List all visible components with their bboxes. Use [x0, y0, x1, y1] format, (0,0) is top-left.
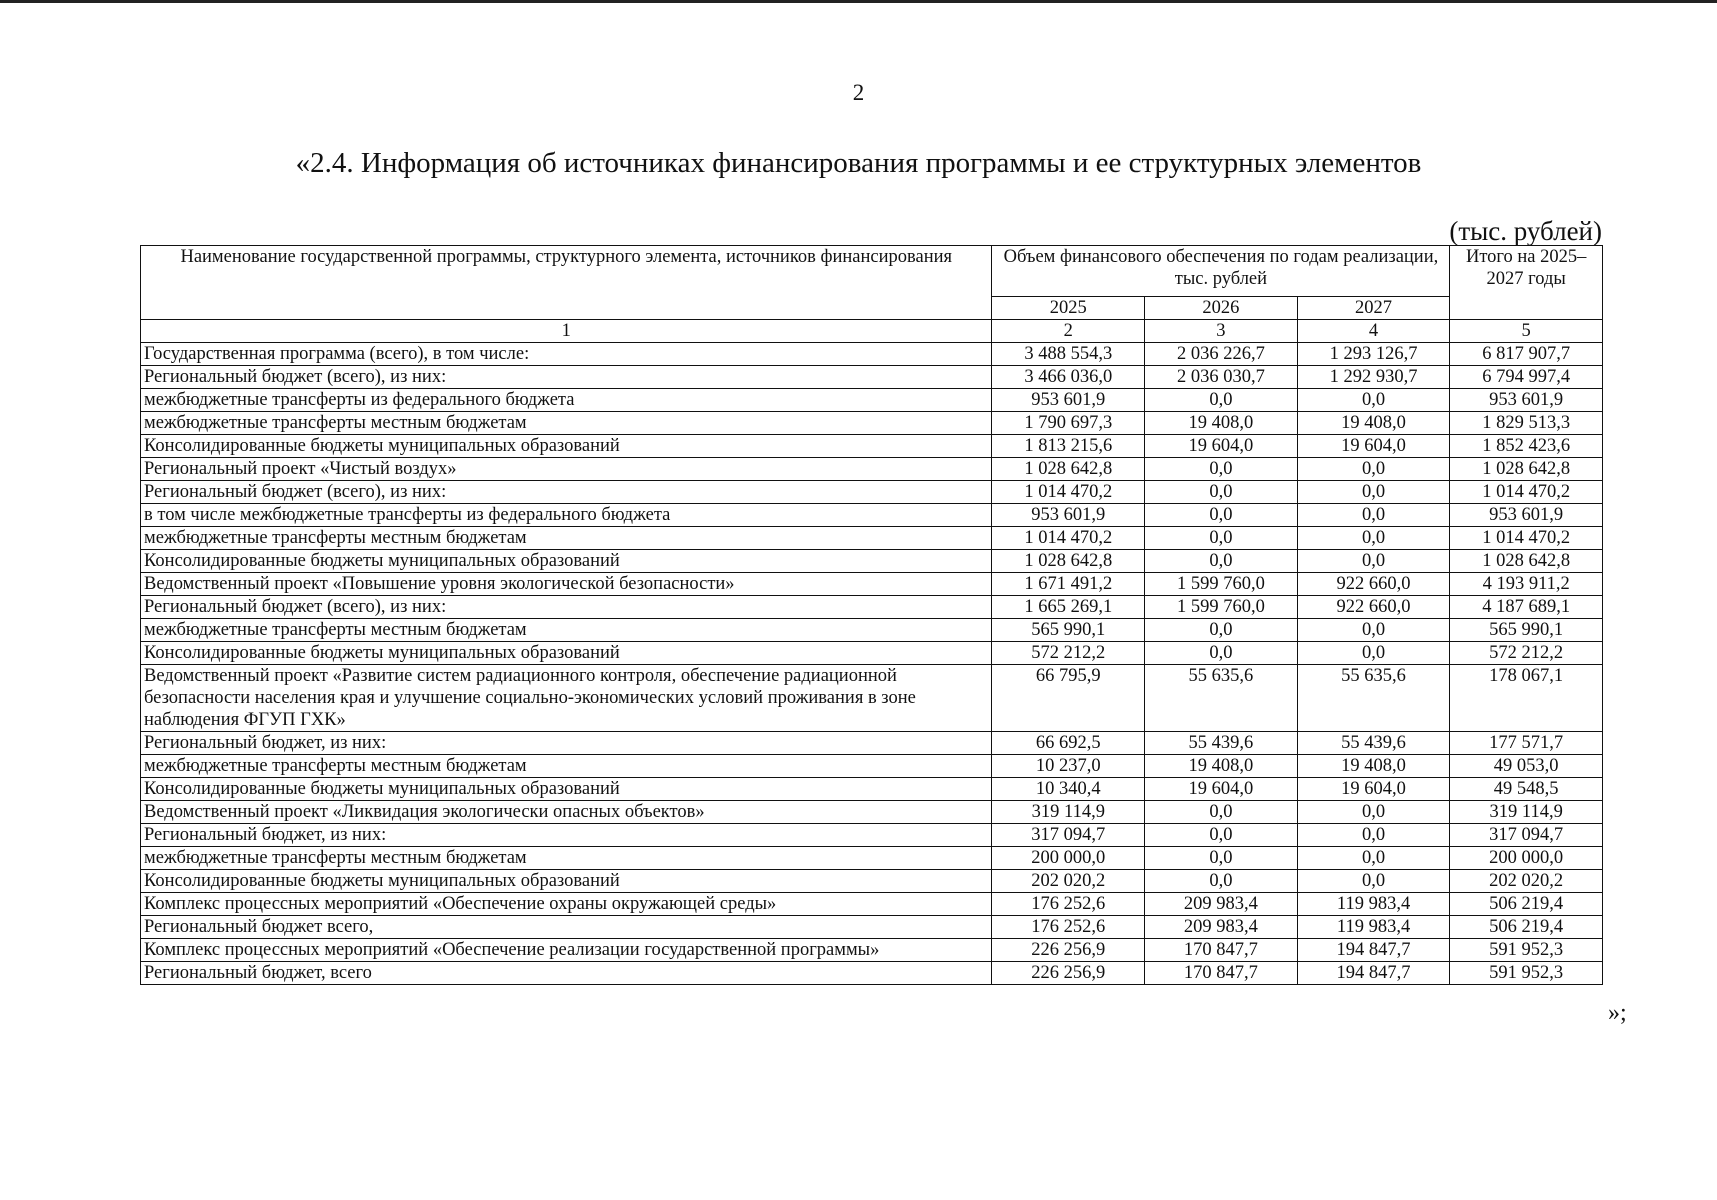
index-row	[141, 320, 1603, 343]
value-2025: 1 028 642,8	[992, 550, 1145, 573]
value-2026: 0,0	[1145, 527, 1298, 550]
header-year-2025: 2025	[992, 297, 1145, 320]
table-row	[141, 527, 1603, 550]
header-year-2027: 2027	[1297, 297, 1450, 320]
value-total: 177 571,7	[1450, 732, 1603, 755]
value-2025: 953 601,9	[992, 389, 1145, 412]
value-2026: 0,0	[1145, 619, 1298, 642]
row-name: Консолидированные бюджеты муниципальных образований	[141, 778, 992, 801]
table-row	[141, 573, 1603, 596]
header-volume: Объем финансового обеспечения по годам реализации, тыс. рублей	[992, 246, 1450, 297]
index-cell: 1	[141, 320, 992, 343]
value-2027: 0,0	[1297, 504, 1450, 527]
value-2025: 1 014 470,2	[992, 481, 1145, 504]
value-2027: 1 292 930,7	[1297, 366, 1450, 389]
value-2026: 170 847,7	[1145, 962, 1298, 985]
value-2027: 119 983,4	[1297, 916, 1450, 939]
table-row	[141, 778, 1603, 801]
table-body	[141, 343, 1603, 985]
value-2027: 0,0	[1297, 619, 1450, 642]
value-2026: 0,0	[1145, 847, 1298, 870]
value-2025: 3 466 036,0	[992, 366, 1145, 389]
value-2027: 0,0	[1297, 801, 1450, 824]
value-2026: 0,0	[1145, 550, 1298, 573]
page-number: 2	[852, 80, 865, 105]
value-2027: 0,0	[1297, 550, 1450, 573]
value-2026: 55 439,6	[1145, 732, 1298, 755]
value-2026: 55 635,6	[1145, 665, 1298, 732]
index-cell: 5	[1450, 320, 1603, 343]
row-name: Государственная программа (всего), в том числе:	[141, 343, 992, 366]
value-2025: 226 256,9	[992, 939, 1145, 962]
value-2025: 1 014 470,2	[992, 527, 1145, 550]
units-label: (тыс. рублей)	[1449, 216, 1602, 246]
value-total: 1 852 423,6	[1450, 435, 1603, 458]
value-total: 1 014 470,2	[1450, 527, 1603, 550]
header-year-2026: 2026	[1145, 297, 1298, 320]
value-2027: 922 660,0	[1297, 573, 1450, 596]
value-2026: 0,0	[1145, 389, 1298, 412]
value-2027: 194 847,7	[1297, 962, 1450, 985]
value-2026: 19 408,0	[1145, 412, 1298, 435]
table-row	[141, 458, 1603, 481]
value-2027: 0,0	[1297, 824, 1450, 847]
value-total: 565 990,1	[1450, 619, 1603, 642]
table-row	[141, 870, 1603, 893]
value-2027: 0,0	[1297, 389, 1450, 412]
row-name: межбюджетные трансферты местным бюджетам	[141, 412, 992, 435]
row-name: в том числе межбюджетные трансферты из федерального бюджета	[141, 504, 992, 527]
row-name: межбюджетные трансферты местным бюджетам	[141, 755, 992, 778]
value-2027: 119 983,4	[1297, 893, 1450, 916]
table-row	[141, 389, 1603, 412]
value-2027: 922 660,0	[1297, 596, 1450, 619]
row-name: Региональный бюджет всего,	[141, 916, 992, 939]
value-2026: 19 408,0	[1145, 755, 1298, 778]
value-2025: 202 020,2	[992, 870, 1145, 893]
section-heading: «2.4. Информация об источниках финансирования программы и ее структурных элементов	[295, 147, 1422, 179]
value-total: 591 952,3	[1450, 939, 1603, 962]
row-name: Консолидированные бюджеты муниципальных образований	[141, 435, 992, 458]
value-2027: 1 293 126,7	[1297, 343, 1450, 366]
value-total: 1 014 470,2	[1450, 481, 1603, 504]
value-2027: 194 847,7	[1297, 939, 1450, 962]
value-2025: 226 256,9	[992, 962, 1145, 985]
value-total: 953 601,9	[1450, 389, 1603, 412]
value-2027: 0,0	[1297, 481, 1450, 504]
value-2027: 0,0	[1297, 527, 1450, 550]
value-2025: 1 671 491,2	[992, 573, 1145, 596]
table-row	[141, 481, 1603, 504]
table-row	[141, 916, 1603, 939]
table-row	[141, 893, 1603, 916]
table-row	[141, 504, 1603, 527]
value-2025: 565 990,1	[992, 619, 1145, 642]
value-2025: 319 114,9	[992, 801, 1145, 824]
value-total: 317 094,7	[1450, 824, 1603, 847]
table-row	[141, 366, 1603, 389]
value-2025: 10 340,4	[992, 778, 1145, 801]
value-total: 178 067,1	[1450, 665, 1603, 732]
table-row	[141, 619, 1603, 642]
value-2025: 1 813 215,6	[992, 435, 1145, 458]
value-total: 506 219,4	[1450, 893, 1603, 916]
value-2025: 1 790 697,3	[992, 412, 1145, 435]
value-2027: 0,0	[1297, 847, 1450, 870]
value-2027: 55 439,6	[1297, 732, 1450, 755]
value-2026: 0,0	[1145, 504, 1298, 527]
value-total: 202 020,2	[1450, 870, 1603, 893]
value-2026: 0,0	[1145, 870, 1298, 893]
value-2026: 19 604,0	[1145, 778, 1298, 801]
table-row	[141, 343, 1603, 366]
value-total: 200 000,0	[1450, 847, 1603, 870]
row-name: Региональный бюджет (всего), из них:	[141, 481, 992, 504]
row-name: Ведомственный проект «Ликвидация экологически опасных объектов»	[141, 801, 992, 824]
value-total: 49 548,5	[1450, 778, 1603, 801]
row-name: Ведомственный проект «Развитие систем радиационного контроля, обеспечение радиационной безопасности населения края и улучшение социально-экономических условий проживания в зоне наблюдения ФГУП ГХК»	[141, 665, 992, 732]
value-total: 1 829 513,3	[1450, 412, 1603, 435]
header-name: Наименование государственной программы, структурного элемента, источников финансирования	[141, 246, 992, 320]
table-header	[141, 246, 1603, 343]
value-2026: 0,0	[1145, 458, 1298, 481]
value-total: 49 053,0	[1450, 755, 1603, 778]
row-name: Региональный бюджет (всего), из них:	[141, 596, 992, 619]
row-name: Региональный бюджет, из них:	[141, 732, 992, 755]
table-row	[141, 755, 1603, 778]
value-2025: 66 795,9	[992, 665, 1145, 732]
value-2027: 55 635,6	[1297, 665, 1450, 732]
row-name: Комплекс процессных мероприятий «Обеспечение реализации государственной программы»	[141, 939, 992, 962]
table-row	[141, 550, 1603, 573]
value-2026: 209 983,4	[1145, 893, 1298, 916]
value-total: 4 193 911,2	[1450, 573, 1603, 596]
value-total: 6 817 907,7	[1450, 343, 1603, 366]
value-2025: 1 028 642,8	[992, 458, 1145, 481]
index-cell: 2	[992, 320, 1145, 343]
row-name: межбюджетные трансферты из федерального бюджета	[141, 389, 992, 412]
value-2027: 19 408,0	[1297, 755, 1450, 778]
row-name: Консолидированные бюджеты муниципальных образований	[141, 642, 992, 665]
table-row	[141, 732, 1603, 755]
value-2027: 0,0	[1297, 458, 1450, 481]
value-2027: 0,0	[1297, 870, 1450, 893]
value-2025: 1 665 269,1	[992, 596, 1145, 619]
value-total: 953 601,9	[1450, 504, 1603, 527]
table-row	[141, 801, 1603, 824]
value-2025: 317 094,7	[992, 824, 1145, 847]
value-2026: 2 036 030,7	[1145, 366, 1298, 389]
table-row	[141, 642, 1603, 665]
value-2026: 0,0	[1145, 824, 1298, 847]
value-2025: 176 252,6	[992, 893, 1145, 916]
value-2027: 0,0	[1297, 642, 1450, 665]
value-total: 572 212,2	[1450, 642, 1603, 665]
value-2026: 0,0	[1145, 481, 1298, 504]
value-2025: 200 000,0	[992, 847, 1145, 870]
value-2027: 19 604,0	[1297, 435, 1450, 458]
value-2025: 953 601,9	[992, 504, 1145, 527]
table-row	[141, 824, 1603, 847]
row-name: Региональный бюджет, всего	[141, 962, 992, 985]
index-cell: 4	[1297, 320, 1450, 343]
value-total: 4 187 689,1	[1450, 596, 1603, 619]
value-total: 1 028 642,8	[1450, 550, 1603, 573]
row-name: межбюджетные трансферты местным бюджетам	[141, 527, 992, 550]
value-total: 6 794 997,4	[1450, 366, 1603, 389]
table-row	[141, 847, 1603, 870]
value-2026: 1 599 760,0	[1145, 596, 1298, 619]
value-2025: 176 252,6	[992, 916, 1145, 939]
row-name: Комплекс процессных мероприятий «Обеспечение охраны окружающей среды»	[141, 893, 992, 916]
value-2027: 19 604,0	[1297, 778, 1450, 801]
value-2026: 1 599 760,0	[1145, 573, 1298, 596]
row-name: Региональный проект «Чистый воздух»	[141, 458, 992, 481]
row-name: Консолидированные бюджеты муниципальных образований	[141, 550, 992, 573]
value-2025: 10 237,0	[992, 755, 1145, 778]
value-2026: 19 604,0	[1145, 435, 1298, 458]
header-total: Итого на 2025–2027 годы	[1450, 246, 1603, 320]
value-total: 319 114,9	[1450, 801, 1603, 824]
value-2025: 3 488 554,3	[992, 343, 1145, 366]
value-2026: 0,0	[1145, 642, 1298, 665]
row-name: межбюджетные трансферты местным бюджетам	[141, 619, 992, 642]
row-name: Консолидированные бюджеты муниципальных образований	[141, 870, 992, 893]
table-row	[141, 435, 1603, 458]
row-name: Региональный бюджет (всего), из них:	[141, 366, 992, 389]
table-row	[141, 939, 1603, 962]
value-2025: 572 212,2	[992, 642, 1145, 665]
value-2027: 19 408,0	[1297, 412, 1450, 435]
value-total: 506 219,4	[1450, 916, 1603, 939]
value-2025: 66 692,5	[992, 732, 1145, 755]
value-2026: 170 847,7	[1145, 939, 1298, 962]
table-row	[141, 962, 1603, 985]
financing-table	[140, 245, 1603, 985]
table-row	[141, 412, 1603, 435]
row-name: Ведомственный проект «Повышение уровня экологической безопасности»	[141, 573, 992, 596]
value-2026: 0,0	[1145, 801, 1298, 824]
value-2026: 209 983,4	[1145, 916, 1298, 939]
value-total: 591 952,3	[1450, 962, 1603, 985]
table-row	[141, 665, 1603, 732]
value-2026: 2 036 226,7	[1145, 343, 1298, 366]
closing-quote-mark: »;	[1608, 1000, 1627, 1026]
scan-border	[0, 0, 1717, 3]
value-total: 1 028 642,8	[1450, 458, 1603, 481]
row-name: межбюджетные трансферты местным бюджетам	[141, 847, 992, 870]
row-name: Региональный бюджет, из них:	[141, 824, 992, 847]
table-row	[141, 596, 1603, 619]
index-cell: 3	[1145, 320, 1298, 343]
